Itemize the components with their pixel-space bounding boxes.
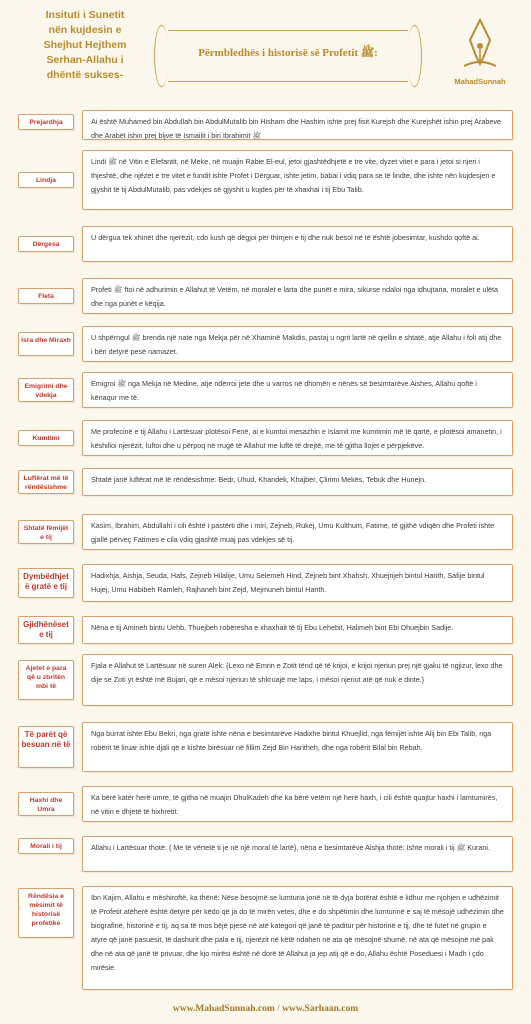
section-text: Shtatë janë luftërat më të rëndësishme: Bedr, Uhud, Khandek, Khajber, Çlirimi Mekës, Tebuk dhe Hunejn. — [82, 468, 513, 496]
section-text: Ai është Muhamed bin Abdullah bin AbdulMutalib bin Hisham dhe Hashim ishte prej fisit Kurejsh dhe Kurejshët ishin prej Arabeve dhe Arabët ishin prej bijve të Ismailit i biri Ibrahimit ﷺ — [82, 110, 513, 140]
title-frame — [168, 30, 408, 82]
footer-separator: / — [274, 1004, 283, 1014]
section-text: Hadixhja, Aishja, Seuda, Hafs, Zejneb Hilalije, Umu Selemeh Hind, Zejneb bint Xhahsh, Xhuejrijeh bintul Harith, Safije bintul Hujej, Umu Habibeh Ramleh, Rajhaneh bint Zejd, Mejmuneh bintul Harith. — [82, 564, 513, 602]
section-label: Isra dhe Miraxh — [18, 332, 74, 356]
footer-link-sarhaan[interactable]: www.Sarhaan.com — [282, 1004, 359, 1014]
section-label: Kumtimi — [18, 430, 74, 446]
section-text: Profeti ﷺ ftoi në adhurimin e Allahut të Vetëm, në moralet e larta dhe punët e mira, sikurse ndaloi nga idhujtaria, moralet e ulëta dhe nga punët e këqija. — [82, 278, 513, 314]
section-label: Dymbëdhjet ë gratë e tij — [18, 568, 74, 598]
section-label: Ajetet e para që u zbritën mbi të — [18, 660, 74, 700]
organization-name: Insituti i Sunetit nën kujdesin e Shejhut Hejthem Serhan-Allahu i dhëntë sukses- — [43, 9, 127, 81]
section-text: Ibn Kajim, Allahu e mëshiroftë, ka thënë: Nëse besojmë se lumturia jonë në të dyja botërat është e lidhur me njohjen e udhëzimit të Profetit atëherë është detyrë për këdo që ja do të mirën vetes, dhe e do shpëtimin dhe lumturinë e saj të mësojë udhëzimin dhe biografinë, historinë e tij, aq sa të mos bëjë pjesë në atë kategori që janë të paditur për historinë e tij, dhe të futet në grupin e atyre që janë pasuesit, të dashurit dhe pala e tij, njerëzit në këtë ndahen në ata që mësojnë shumë, në ata që mësojnë më pak dhe në ata që janë të privuar, dhe kjo mirësi është në dorë të Allahut ja jep atij që e do, Allahu është Poseduesi i Madh i çdo mirësie. — [82, 886, 513, 990]
section-text: Fjala e Allahut të Lartësuar në suren Alek: {Lexo në Emrin e Zotit tënd që të krijoi, e krijoi njeriun prej një gjaku të ngjizur, lexo dhe dije se Zoti yt është më Bujari, që e mësoi njeriun të shkruajë me laps, i mësoi njeriut atë që nuk e dinte.} — [82, 654, 513, 706]
section-label: Haxhi dhe Umra — [18, 792, 74, 816]
section-label: Luftërat më të rëndësishme — [18, 470, 74, 494]
section-emigrimi — [18, 372, 513, 408]
section-fleta — [18, 278, 513, 314]
section-text: U shpërngul ﷺ brenda një nate nga Mekja për në Xhaminë Makdis, pastaj u ngrit lartë në qiellin e shtatë, atje Allahu i foli atij dhe i bëri detyrë pesë namazet. — [82, 326, 513, 362]
section-text: Lindi ﷺ në Vitin e Elefantit, në Meke, në muajin Rabie El-eul, jetoi gjashtëdhjetë e tre vite, dyzet vitet e para i jetoi si njeri i thjeshtë, dhe njëzet e tre vitet e fundit ishte Profet i Dërguar, ishte jetim, babai i vdiq para se të lindte, dhe ishte nën kujdesjen e gjyshit të tij AbdulMutalib, pas vdekjes së gjyshit u kujdes për të xhaxhai i tij Ebu Talib. — [82, 150, 513, 210]
section-label: Fleta — [18, 288, 74, 304]
section-lindja — [18, 150, 513, 210]
section-morali — [18, 836, 513, 872]
section-label: Emigrimi dhe vdekja — [18, 378, 74, 402]
section-rendesia — [18, 886, 513, 990]
section-text: Me profecinë e tij Allahu i Lartësuar plotësoi Fenë, ai e kumtoi mesazhin e Islamit me kumtimin më të qartë, e plotësoi amanetin, i këshilloi njerëzit, luftoi dhe u përpoq në rrugë të Allahut me luftë të drejtë, me të gjitha llojet e përpjekëve. — [82, 420, 513, 456]
section-grate — [18, 564, 513, 602]
footer-link-mahadsunnah[interactable]: www.MahadSunnah.com — [172, 1004, 275, 1014]
footer — [0, 1004, 531, 1014]
section-prejardhja — [18, 110, 513, 140]
section-isra-miraxh — [18, 326, 513, 362]
section-ajetet — [18, 654, 513, 706]
section-text: Nga burrat ishte Ebu Bekri, nga gratë ishte nëna e besimtarëve Hadixhe bintul Khuejlid, nga fëmijët ishte Alij bin Ebi Talib, nga robërit të liruar ishte djali që e kishte birësuar në fillim Zejd Bin Haritheh, dhe nga robërit Bilal bin Rebah. — [82, 722, 513, 772]
pen-nib-icon — [460, 18, 500, 70]
section-text: U dërgua tek xhinët dhe njerëzit, cdo kush që dëgjoi për thirrjen e tij dhe nuk besoi në të është jobesimtar, kushdo qoftë ai. — [82, 226, 513, 262]
section-label: Prejardhja — [18, 114, 74, 130]
section-text: Ka bërë katër herë umre, të gjitha në muajin DhulKadeh dhe ka bërë vetëm një herë haxh, i cili është quajtur haxhi i lamtumirës, në vitin e dhjetë të hixhretit. — [82, 786, 513, 822]
section-text: Kasim, Ibrahim, Abdullahi i cili është i pastërti dhe i miri, Zejneb, Rukej, Umu Kulthum, Fatime, të gjithë vdiqën dhe Profeti ishte gjallë përveç Fatimes e cila vdiq gjashtë muaj pas vdekjes së tij. — [82, 514, 513, 550]
section-femijet — [18, 514, 513, 550]
section-label: Dërgesa — [18, 236, 74, 252]
logo-label: MahadSunnah — [454, 77, 506, 86]
section-haxhi — [18, 786, 513, 822]
section-label: Rëndësia e mësimit të historisë profetike — [18, 888, 74, 938]
section-label: Gjidhënëset e tij — [18, 616, 74, 644]
section-gjidheneset — [18, 616, 513, 644]
section-label: Morali i tij — [18, 838, 74, 854]
section-text: Emigroi ﷺ nga Mekja në Medine, atje ndërroi jete dhe u varros në dhomën e nënës së besimtarëve Aishes, Allahu qoftë i kënaqur me të. — [82, 372, 513, 408]
logo — [440, 18, 520, 93]
section-text: Allahu i Lartësuar thotë: { Me të vërtetë ti je në një moral të lartë}, nëna e besimtarëve Aishja thotë: Ishte morali i tij ﷺ Kurani. — [82, 836, 513, 872]
section-label: Lindja — [18, 172, 74, 188]
section-text: Nëna e tij Amineh bintu Uehb, Thuejbeh robëresha e xhaxhait të tij Ebu Lehebit, Halimeh bint Ebi Dhuejbin Sadije. — [82, 616, 513, 644]
section-te-paret — [18, 722, 513, 772]
section-lufterat — [18, 468, 513, 496]
section-dergesa — [18, 226, 513, 262]
page-title: Përmbledhës i historisë së Profetit ﷺ: — [198, 47, 378, 59]
section-kumtimi — [18, 420, 513, 456]
section-label: Shtatë fëmijët e tij — [18, 520, 74, 544]
section-label: Të parët që besuan në të — [18, 726, 74, 768]
